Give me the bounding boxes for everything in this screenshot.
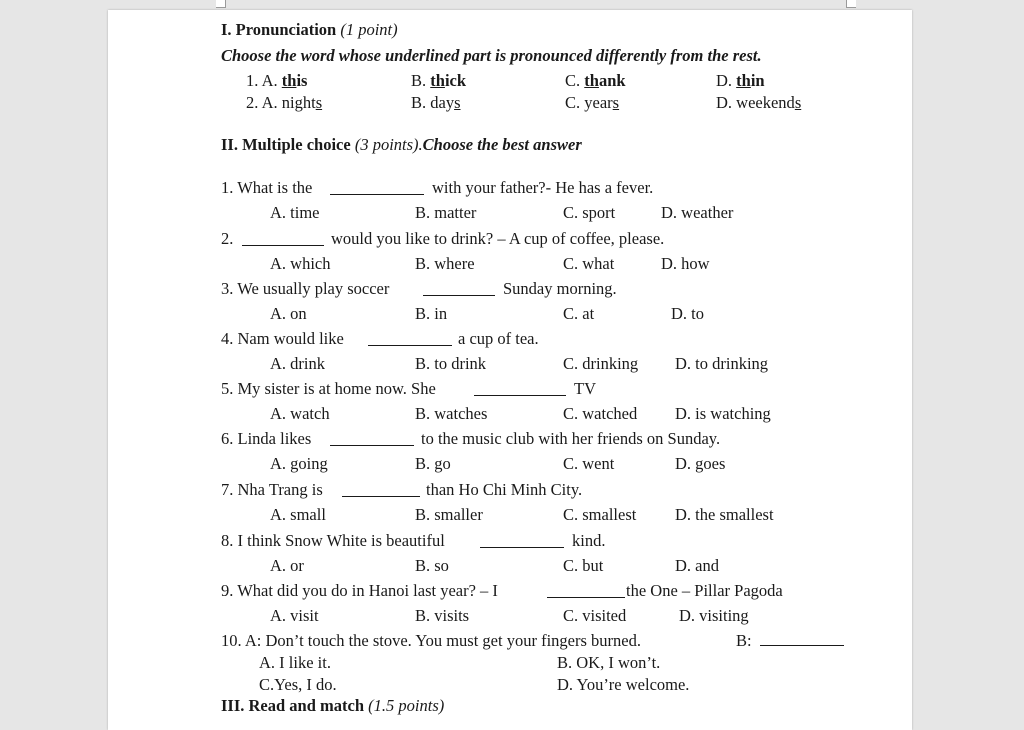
answer-option[interactable]: C. smallest	[563, 505, 637, 524]
underlined-part: s	[454, 93, 461, 112]
option-word: years	[584, 93, 620, 112]
answer-option[interactable]: A. drink	[270, 354, 325, 373]
q10-b	[736, 631, 844, 651]
option-letter: C.	[565, 93, 581, 112]
answer-option[interactable]: A. on	[270, 304, 307, 323]
underlined-part: s	[794, 93, 802, 112]
option-letter: C.	[565, 71, 581, 90]
option-word: this	[281, 71, 308, 90]
answer-option[interactable]: D. the smallest	[675, 505, 774, 524]
question-text: 8. I think Snow White is beautiful	[221, 531, 445, 550]
answer-option[interactable]: B. smaller	[415, 505, 483, 524]
option-letter: D.	[716, 93, 733, 112]
option-word: thick	[430, 71, 467, 90]
q10-b-label: B:	[736, 631, 752, 650]
section3-heading: III. Read and match	[221, 696, 365, 715]
question-text-continued: a cup of tea.	[458, 329, 539, 348]
section1-instruction: Choose the word whose underlined part is pronounced differently from the rest.	[221, 46, 762, 65]
answer-option[interactable]: B. to drink	[415, 354, 487, 373]
answer-option[interactable]: B. matter	[415, 203, 477, 222]
question-text-continued: than Ho Chi Minh City.	[426, 480, 583, 499]
answer-blank[interactable]	[242, 231, 324, 246]
section2-heading: II. Multiple choice	[221, 135, 351, 154]
answer-blank[interactable]	[368, 331, 452, 346]
question-text: 4. Nam would like	[221, 329, 344, 348]
answer-blank[interactable]	[342, 482, 420, 497]
option-letter: D.	[716, 71, 733, 90]
option-word: nights	[281, 93, 323, 112]
q10-text: 10. A: Don’t touch the stove. You must get your fingers burned.	[221, 631, 641, 650]
question-text-continued: Sunday morning.	[503, 279, 617, 298]
pron-option	[411, 93, 461, 113]
pron-option	[716, 93, 801, 113]
answer-option[interactable]: C. sport	[563, 203, 616, 222]
option-word: thank	[584, 71, 626, 90]
question-text-continued: would you like to drink? – A cup of coffee, please.	[331, 229, 665, 248]
underlined-part: th	[430, 71, 445, 90]
answer-option[interactable]: D. to	[671, 304, 704, 323]
answer-blank[interactable]	[480, 533, 564, 548]
question-text: 5. My sister is at home now. She	[221, 379, 436, 398]
section1-title	[221, 20, 398, 40]
item-number: 1.	[246, 71, 259, 90]
answer-blank[interactable]	[474, 381, 566, 396]
question-text-continued: with your father?- He has a fever.	[432, 178, 654, 197]
question-text: 3. We usually play soccer	[221, 279, 390, 298]
pron-option	[716, 71, 765, 91]
answer-option[interactable]: A. time	[270, 203, 320, 222]
section2-instruction: Choose the best answer	[422, 135, 582, 154]
document-page	[108, 10, 912, 730]
question-text-continued: to the music club with her friends on Sunday.	[421, 429, 721, 448]
answer-option[interactable]: B. so	[415, 556, 449, 575]
answer-option[interactable]: C. at	[563, 304, 595, 323]
underlined-part: s	[315, 93, 323, 112]
q10-option-d: D. You’re welcome.	[557, 675, 690, 694]
answer-option[interactable]: B. go	[415, 454, 451, 473]
section2-title	[221, 135, 582, 155]
answer-option[interactable]: A. watch	[270, 404, 330, 423]
question-text: 1. What is the	[221, 178, 313, 197]
answer-option[interactable]: D. goes	[675, 454, 726, 473]
option-letter: B.	[411, 93, 427, 112]
option-word: days	[430, 93, 461, 112]
answer-blank[interactable]	[330, 431, 414, 446]
answer-option[interactable]: D. is watching	[675, 404, 771, 423]
underlined-part: th	[736, 71, 751, 90]
answer-option[interactable]: C. visited	[563, 606, 627, 625]
answer-option[interactable]: A. going	[270, 454, 328, 473]
answer-option[interactable]: B. visits	[415, 606, 470, 625]
q10-option-b: B. OK, I won’t.	[557, 653, 661, 672]
page-corner-marker	[846, 0, 856, 8]
answer-option[interactable]: D. to drinking	[675, 354, 769, 373]
answer-option[interactable]: A. visit	[270, 606, 319, 625]
item-number: 2.	[246, 93, 259, 112]
q10-option-c: C.Yes, I do.	[259, 675, 337, 694]
question-text: 7. Nha Trang is	[221, 480, 323, 499]
question-text-continued: TV	[574, 379, 596, 398]
pron-option	[565, 71, 626, 91]
option-word: thin	[736, 71, 765, 90]
option-word: weekends	[736, 93, 802, 112]
section3-title	[221, 696, 444, 716]
answer-option[interactable]: D. visiting	[679, 606, 749, 625]
underlined-part: s	[612, 93, 620, 112]
pron-option	[411, 71, 466, 91]
page-corner-marker	[216, 0, 226, 8]
pron-option	[246, 71, 307, 91]
answer-option[interactable]: D. weather	[661, 203, 734, 222]
answer-option[interactable]: D. and	[675, 556, 719, 575]
section1-heading: I. Pronunciation	[221, 20, 337, 39]
option-letter: B.	[411, 71, 427, 90]
section3-points: (1.5 points)	[368, 696, 445, 715]
answer-option[interactable]: A. or	[270, 556, 304, 575]
question-text-continued: the One – Pillar Pagoda	[626, 581, 783, 600]
pron-option	[246, 93, 322, 113]
answer-option[interactable]: A. small	[270, 505, 326, 524]
section2-points: (3 points).	[354, 135, 423, 154]
answer-option[interactable]: B. in	[415, 304, 448, 323]
question-text: 9. What did you do in Hanoi last year? – I	[221, 581, 498, 600]
underlined-part: th	[584, 71, 599, 90]
answer-option[interactable]: C. went	[563, 454, 615, 473]
question-text-continued: kind.	[572, 531, 606, 550]
answer-option[interactable]: D. how	[661, 254, 710, 273]
answer-option[interactable]: B. where	[415, 254, 475, 273]
answer-option[interactable]: C. watched	[563, 404, 638, 423]
section1-points: (1 point)	[340, 20, 398, 39]
underlined-part: th	[281, 71, 297, 90]
option-letter: A.	[261, 71, 278, 90]
answer-option[interactable]: C. but	[563, 556, 604, 575]
answer-option[interactable]: B. watches	[415, 404, 488, 423]
answer-option[interactable]: C. drinking	[563, 354, 639, 373]
q10-line	[221, 631, 641, 651]
question-text: 6. Linda likes	[221, 429, 312, 448]
answer-blank[interactable]	[760, 631, 844, 646]
q10-option-a: A. I like it.	[259, 653, 331, 672]
answer-option[interactable]: A. which	[270, 254, 331, 273]
option-letter: A.	[261, 93, 278, 112]
answer-option[interactable]: C. what	[563, 254, 615, 273]
answer-blank[interactable]	[423, 281, 495, 296]
pron-option	[565, 93, 619, 113]
answer-blank[interactable]	[330, 180, 424, 195]
answer-blank[interactable]	[547, 583, 625, 598]
question-text: 2.	[221, 229, 234, 248]
